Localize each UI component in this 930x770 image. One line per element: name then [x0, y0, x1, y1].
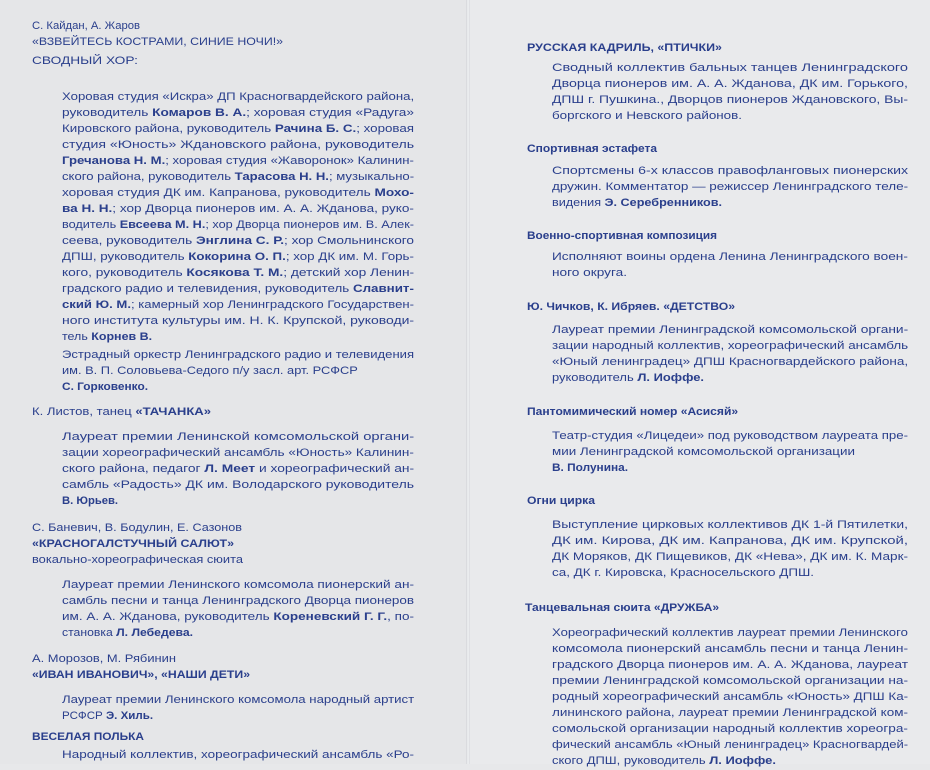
left-page-line: РСФСР Э. Хиль. [62, 710, 154, 722]
left-page-line: самбль «Радость» ДК им. Володарского руководитель [62, 479, 415, 491]
left-page-line: ва Н. Н.; хор Дворца пионеров им. А. А. Жданова, руко- [62, 203, 414, 215]
left-page-line: вокально-хореографическая сюита [32, 554, 243, 566]
right-page-line: родный хореографический ансамбль «Юность» ДПШ Ка- [552, 691, 909, 703]
right-page-line: комсомола пионерский ансамбль песни и танца Ленин- [552, 643, 909, 655]
right-page-line: фический ансамбль «Юный ленинградец» Красногвардей- [552, 739, 909, 751]
left-page-line: «ВЗВЕЙТЕСЬ КОСТРАМИ, СИНИЕ НОЧИ!» [32, 36, 284, 48]
right-page-line: Хореографический коллектив лауреат премии Ленинского [552, 627, 908, 639]
right-page-line: Исполняют воины ордена Ленина Ленинградского воен- [552, 251, 908, 263]
left-page-line: руководитель Комаров В. А.; хоровая студия «Радуга» [62, 107, 415, 119]
left-page-line: сеева, руководитель Энглина С. Р.; хор Смольнинского [62, 235, 415, 247]
left-page-line: ДПШ, руководитель Кокорина О. П.; хор ДК им. М. Горь- [62, 251, 414, 263]
right-page-line: Огни цирка [527, 495, 595, 507]
right-page-line: са, ДК г. Кировска, Красносельского ДПШ. [552, 567, 815, 579]
right-page-line: Театр-студия «Лицедеи» под руководством лауреата пре- [552, 430, 909, 442]
left-page-line: водитель Евсеева М. Н.; хор Дворца пионеров им. В. Алек- [62, 219, 414, 231]
right-page-line: Лауреат премии Ленинградской комсомольской органи- [552, 324, 909, 336]
right-page-line: сомольской организации народный коллектив хореогра- [552, 723, 908, 735]
left-page-line: им. В. П. Соловьева-Седого п/у засл. арт. РСФСР [62, 365, 358, 377]
page-fold [466, 0, 470, 764]
left-page-line: ского района, руководитель Тарасова Н. Н.; музыкально- [62, 171, 415, 183]
left-page-line: С. Горковенко. [62, 381, 148, 393]
left-page-line: С. Кайдан, А. Жаров [32, 20, 141, 32]
right-page-line: видения Э. Серебренников. [552, 197, 723, 209]
left-page-line: Лауреат премии Ленинского комсомола пионерский ан- [62, 579, 415, 591]
right-page-line: ДК им. Кирова, ДК им. Капранова, ДК им. Крупской, [552, 535, 908, 547]
left-page-line: В. Юрьев. [62, 495, 119, 507]
left-page-line: «КРАСНОГАЛСТУЧНЫЙ САЛЮТ» [32, 538, 235, 550]
left-page-line: градского радио и телевидения, руководитель Славнит- [62, 283, 414, 295]
right-page-line: Военно-спортивная композиция [527, 230, 718, 242]
left-page-line: ВЕСЕЛАЯ ПОЛЬКА [32, 731, 144, 743]
left-page-line: Хоровая студия «Искра» ДП Красногвардейского района, [62, 91, 415, 103]
left-page-line: им. А. А. Жданова, руководитель Кореневский Г. Г., по- [62, 611, 415, 623]
right-page-line: В. Полунина. [552, 462, 629, 474]
right-page-line: ского ДПШ, руководитель Л. Иоффе. [552, 755, 776, 767]
left-page-line: студия «Юность» Ждановского района, руководитель [62, 139, 415, 151]
left-page-line: «ИВАН ИВАНОВИЧ», «НАШИ ДЕТИ» [32, 669, 251, 681]
right-page-line: Спортсмены 6-х классов правофланговых пионерских [552, 165, 909, 177]
right-page-line: мии Ленинградской комсомольской организации [552, 446, 855, 458]
right-page-line: градского Дворца пионеров им. А. А. Жданова, лауреат [552, 659, 909, 671]
left-page-line: кого, руководитель Косякова Т. М.; детский хор Ленин- [62, 267, 415, 279]
right-page-line: Сводный коллектив бальных танцев Ленинградского [552, 62, 908, 74]
left-page-line: Лауреат премии Ленинского комсомола народный артист [62, 694, 415, 706]
left-page-line: Народный коллектив, хореографический ансамбль «Ро- [62, 749, 414, 761]
left-page-line: Эстрадный оркестр Ленинградского радио и телевидения [62, 349, 415, 361]
left-page-line: ного института культуры им. Н. К. Крупской, руководи- [62, 315, 415, 327]
left-page-line: А. Морозов, М. Рябинин [32, 653, 176, 665]
right-page-line: Спортивная эстафета [527, 143, 657, 155]
right-page-line: Дворца пионеров им. А. А. Жданова, ДК им. Горького, [552, 78, 908, 90]
right-page-line: Танцевальная сюита «ДРУЖБА» [525, 602, 720, 614]
left-page-line: тель Корнев В. [62, 331, 153, 343]
left-page-line: становка Л. Лебедева. [62, 627, 194, 639]
right-page-line: Пантомимический номер «Асисяй» [527, 406, 739, 418]
left-page-line: зации хореографический ансамбль «Юность» Калинин- [62, 447, 414, 459]
right-page-line: боргского и Невского районов. [552, 110, 742, 122]
right-page-line: Выступление цирковых коллективов ДК 1-й Пятилетки, [552, 519, 908, 531]
left-page-line: ского района, педагог Л. Меет и хореографический ан- [62, 463, 415, 475]
right-page-line: лининского района, лауреат премии Ленинградской ком- [552, 707, 908, 719]
right-page-line: ДПШ г. Пушкина., Дворцов пионеров Ждановского, Вы- [552, 94, 909, 106]
left-page-line: СВОДНЫЙ ХОР: [32, 55, 138, 67]
left-page-line: К. Листов, танец «ТАЧАНКА» [32, 406, 212, 418]
right-page-line: «Юный ленинградец» ДПШ Красногвардейского района, [552, 356, 909, 368]
right-page-line: зации народный коллектив, хореографический ансамбль [552, 340, 909, 352]
left-page-line: Кировского района, руководитель Рачина Б. С.; хоровая [62, 123, 415, 135]
left-page-line: хоровая студия ДК им. Капранова, руководитель Мохо- [62, 187, 414, 199]
left-page-line: С. Баневич, В. Бодулин, Е. Сазонов [32, 522, 242, 534]
left-page-line: Лауреат премии Ленинской комсомольской органи- [62, 431, 415, 443]
right-page-line: руководитель Л. Иоффе. [552, 372, 705, 384]
right-page-line: ного округа. [552, 267, 627, 279]
right-page-line: дружин. Комментатор — режиссер Ленинградского теле- [552, 181, 909, 193]
left-page-line: самбль песни и танца Ленинградского Дворца пионеров [62, 595, 415, 607]
right-page-line: РУССКАЯ КАДРИЛЬ, «ПТИЧКИ» [527, 42, 722, 54]
right-page-line: Ю. Чичков, К. Ибряев. «ДЕТСТВО» [527, 301, 735, 313]
left-page-line: ский Ю. М.; камерный хор Ленинградского Государствен- [62, 299, 415, 311]
left-page-line: Гречанова Н. М.; хоровая студия «Жаворонок» Калинин- [62, 155, 414, 167]
right-page-line: премии Ленинградской комсомольской организации на- [552, 675, 909, 687]
right-page-line: ДК Моряков, ДК Пищевиков, ДК «Нева», ДК им. К. Марк- [552, 551, 909, 563]
